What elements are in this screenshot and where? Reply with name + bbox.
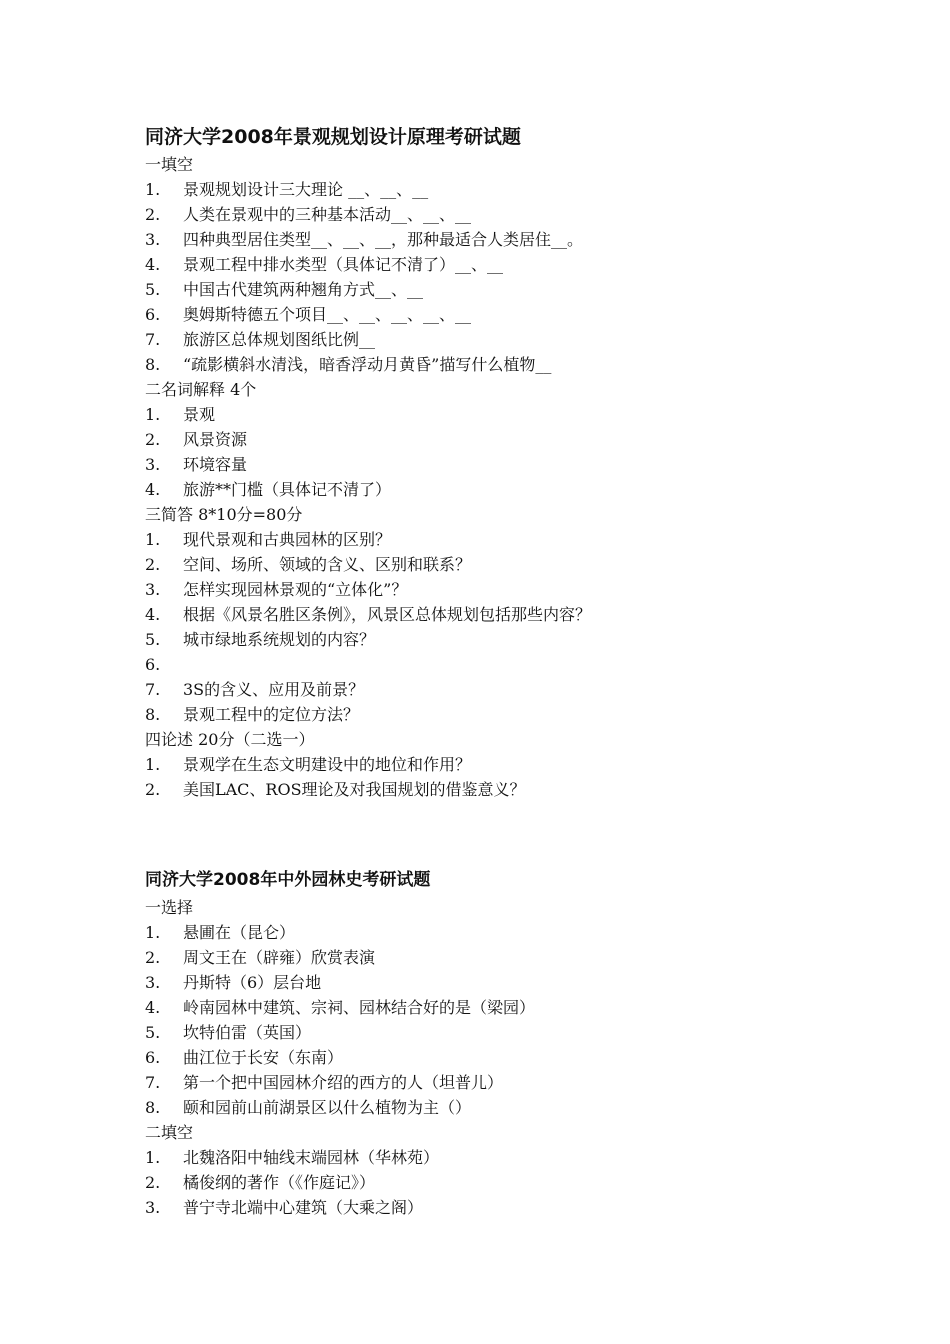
question-item [145, 1145, 865, 1170]
question-item [145, 1170, 865, 1195]
question-number: 3. [145, 973, 161, 992]
question-number: 2. [145, 948, 161, 967]
exam-title: 同济大学2008年景观规划设计原理考研试题 [145, 126, 521, 148]
question-number: 3. [145, 1198, 161, 1217]
question-text: 普宁寺北端中心建筑（大乘之阁） [183, 1198, 424, 1217]
question-number: 7. [145, 330, 161, 349]
question-item [145, 477, 865, 502]
question-text: 景观工程中的定位方法？ [183, 705, 360, 724]
question-text: 怎样实现园林景观的“立体化”？ [183, 580, 408, 599]
question-item [145, 352, 865, 377]
question-text: 中国古代建筑两种翘角方式__、__ [183, 280, 424, 299]
question-number: 6. [145, 1048, 161, 1067]
question-item [145, 702, 865, 727]
question-text: 景观工程中排水类型（具体记不清了）__、__ [183, 255, 504, 274]
question-item [145, 1020, 865, 1045]
question-number: 4. [145, 480, 161, 499]
question-item [145, 1195, 865, 1220]
section-heading: 一选择 [145, 898, 194, 917]
question-item [145, 995, 865, 1020]
section-fill-blank [145, 152, 865, 377]
question-text: 现代景观和古典园林的区别？ [183, 530, 392, 549]
question-number: 1. [145, 180, 161, 199]
question-item [145, 1070, 865, 1095]
question-number: 3. [145, 230, 161, 249]
question-text: 悬圃在（昆仑） [183, 923, 296, 942]
question-item [145, 970, 865, 995]
question-number: 7. [145, 680, 161, 699]
question-item [145, 1095, 865, 1120]
question-number: 1. [145, 1148, 161, 1167]
exam-garden-history [145, 865, 865, 1220]
question-text: 岭南园林中建筑、宗祠、园林结合好的是（梁园） [183, 998, 536, 1017]
question-number: 4. [145, 605, 161, 624]
question-text: 旅游区总体规划图纸比例__ [183, 330, 376, 349]
question-item [145, 327, 865, 352]
question-text: 橘俊纲的著作（《作庭记》） [183, 1173, 376, 1192]
question-item [145, 302, 865, 327]
question-item [145, 177, 865, 202]
question-item [145, 777, 865, 802]
question-number: 5. [145, 280, 161, 299]
question-number: 2. [145, 780, 161, 799]
question-text: 景观 [183, 405, 216, 424]
question-number: 1. [145, 755, 161, 774]
question-number: 4. [145, 255, 161, 274]
question-item [145, 202, 865, 227]
question-item [145, 402, 865, 427]
question-item [145, 602, 865, 627]
question-text: 根据《风景名胜区条例》，风景区总体规划包括那些内容？ [183, 605, 592, 624]
question-number: 2. [145, 555, 161, 574]
question-text: 奥姆斯特德五个项目__、__、__、__、__ [183, 305, 472, 324]
question-item [145, 227, 865, 252]
question-number: 7. [145, 1073, 161, 1092]
question-item [145, 277, 865, 302]
question-text: 美国LAC、ROS理论及对我国规划的借鉴意义？ [183, 780, 526, 799]
question-number: 2. [145, 430, 161, 449]
question-text: 曲江位于长安（东南） [183, 1048, 344, 1067]
question-text: 人类在景观中的三种基本活动__、__、__ [183, 205, 472, 224]
question-text: 第一个把中国园林介绍的西方的人（坦普儿） [183, 1073, 504, 1092]
question-text: 空间、场所、领域的含义、区别和联系？ [183, 555, 472, 574]
question-number: 5. [145, 1023, 161, 1042]
section-fill-blank [145, 1120, 865, 1220]
question-number: 3. [145, 580, 161, 599]
question-item [145, 627, 865, 652]
question-item [145, 752, 865, 777]
question-text: 颐和园前山前湖景区以什么植物为主（） [183, 1098, 472, 1117]
question-text: 四种典型居住类型__、__、__，那种最适合人类居住__。 [183, 230, 584, 249]
document-page [145, 122, 865, 1220]
question-text: 风景资源 [183, 430, 248, 449]
question-number: 1. [145, 530, 161, 549]
question-number: 2. [145, 1173, 161, 1192]
question-item [145, 577, 865, 602]
question-item [145, 552, 865, 577]
section-heading: 一填空 [145, 155, 194, 174]
question-number: 8. [145, 705, 161, 724]
question-number: 6. [145, 305, 161, 324]
question-text: 景观规划设计三大理论 __、__、__ [183, 180, 429, 199]
question-number: 1. [145, 923, 161, 942]
question-number: 8. [145, 1098, 161, 1117]
question-item [145, 427, 865, 452]
question-number: 5. [145, 630, 161, 649]
question-item [145, 1045, 865, 1070]
question-item [145, 527, 865, 552]
exam-landscape-planning [145, 122, 865, 802]
question-number: 8. [145, 355, 161, 374]
question-item [145, 652, 865, 677]
question-text: 丹斯特（6）层台地 [183, 973, 322, 992]
question-text: 旅游**门槛（具体记不清了） [183, 480, 392, 499]
question-text: “疏影横斜水清浅，暗香浮动月黄昏”描写什么植物__ [183, 355, 552, 374]
question-item [145, 252, 865, 277]
section-heading: 三简答 8*10分=80分 [145, 505, 303, 524]
question-text: 北魏洛阳中轴线末端园林（华林苑） [183, 1148, 440, 1167]
section-essay [145, 727, 865, 802]
question-item [145, 452, 865, 477]
question-number: 2. [145, 205, 161, 224]
question-text: 景观学在生态文明建设中的地位和作用？ [183, 755, 472, 774]
section-heading: 二名词解释 4个 [145, 380, 257, 399]
question-item [145, 677, 865, 702]
section-term-definition [145, 377, 865, 502]
exam-title: 同济大学2008年中外园林史考研试题 [145, 870, 431, 890]
question-number: 1. [145, 405, 161, 424]
question-number: 3. [145, 455, 161, 474]
question-number: 4. [145, 998, 161, 1017]
section-heading: 二填空 [145, 1123, 194, 1142]
question-text: 3S的含义、应用及前景？ [183, 680, 365, 699]
question-number: 6. [145, 655, 161, 674]
section-short-answer [145, 502, 865, 727]
section-multiple-choice [145, 895, 865, 1120]
question-text: 坎特伯雷（英国） [183, 1023, 312, 1042]
section-heading: 四论述 20分（二选一） [145, 730, 315, 749]
question-text: 城市绿地系统规划的内容？ [183, 630, 376, 649]
question-text: 周文王在（辟雍）欣赏表演 [183, 948, 376, 967]
question-item [145, 945, 865, 970]
question-text: 环境容量 [183, 455, 248, 474]
question-item [145, 920, 865, 945]
